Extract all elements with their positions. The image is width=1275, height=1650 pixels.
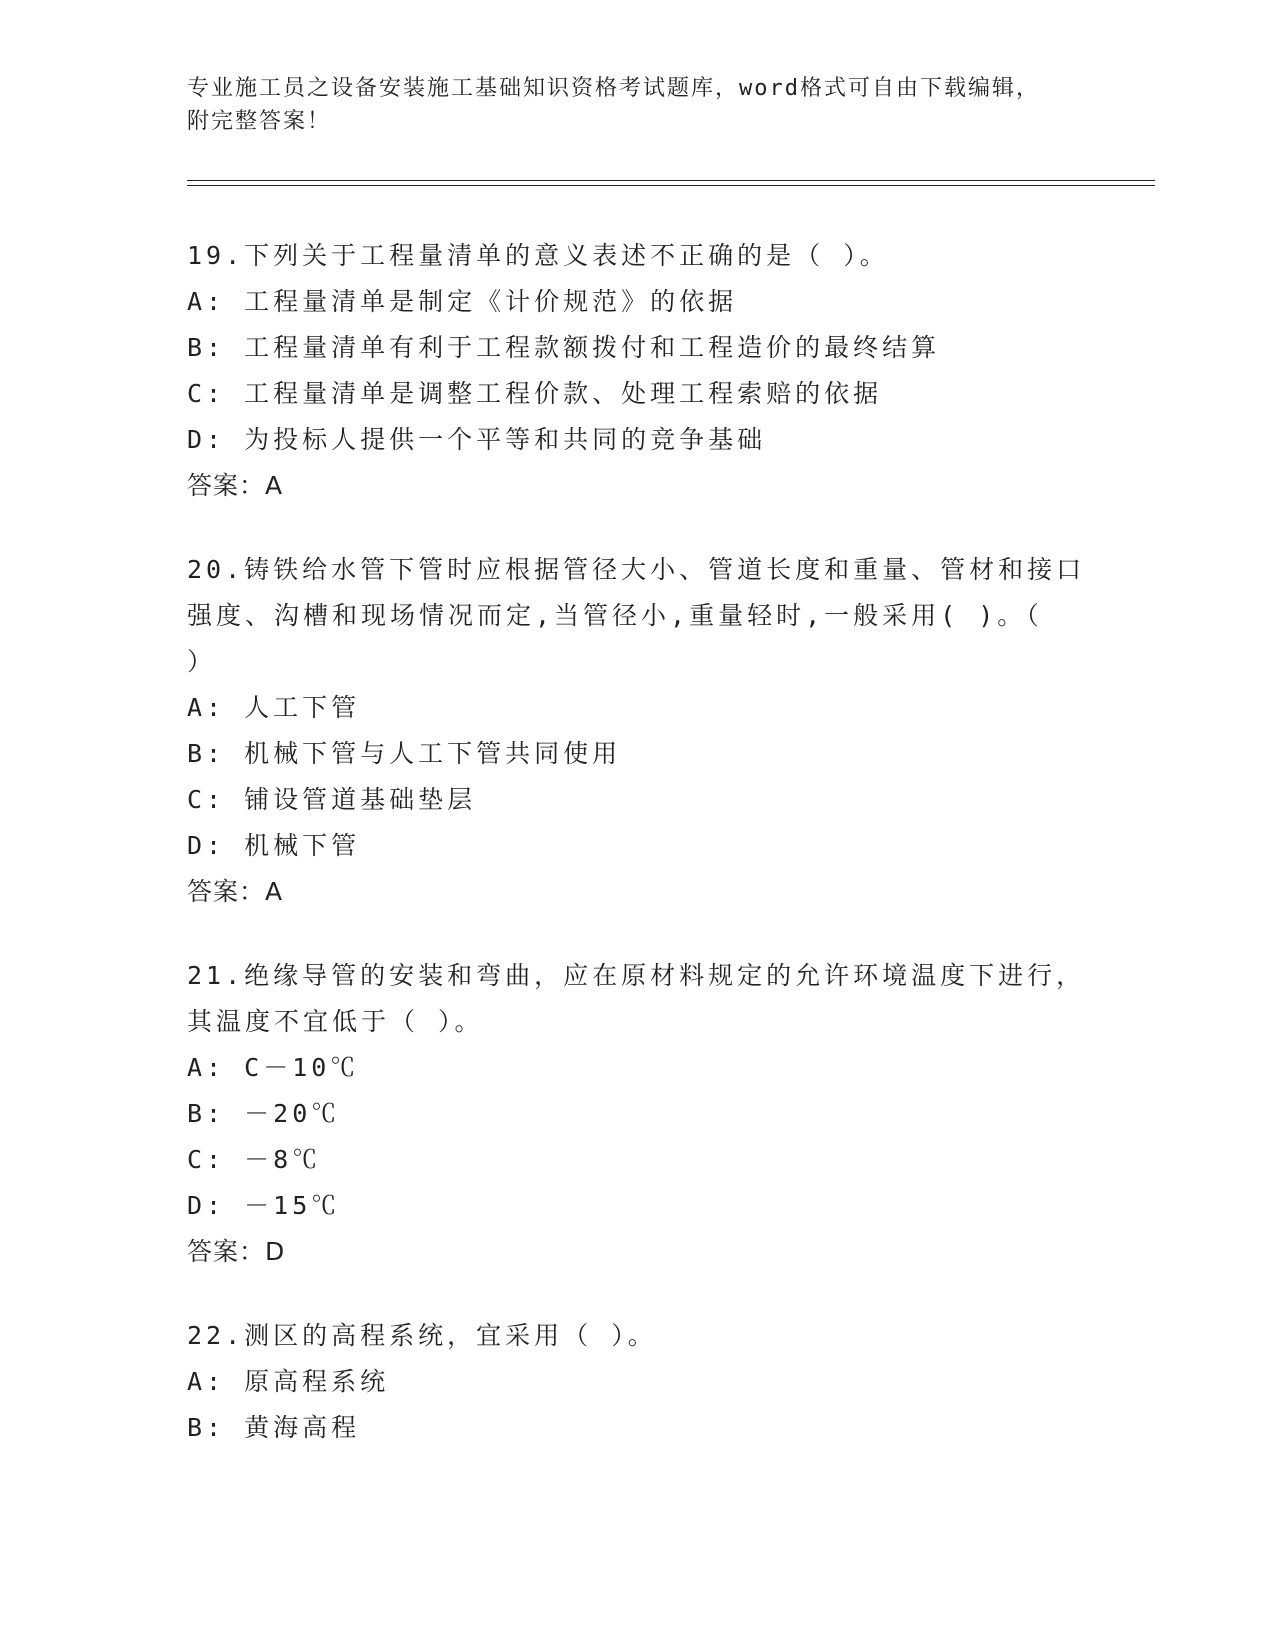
option-b: B: 机械下管与人工下管共同使用 [187,739,622,768]
question-stem: 22.测区的高程系统，宜采用（ ）。 [187,1321,657,1350]
question-stem-line-2: 其温度不宜低于（ ）。 [187,1007,484,1036]
answer-line: 答案：A [187,471,284,500]
option-a: A: C－10℃ [187,1053,360,1082]
question-20 [187,547,1087,915]
option-b: B: －20℃ [187,1099,341,1128]
option-d: D: －15℃ [187,1191,341,1220]
answer-line: 答案：A [187,877,284,906]
option-b: B: 工程量清单有利于工程款额拨付和工程造价的最终结算 [187,333,941,362]
option-c: C: 工程量清单是调整工程价款、处理工程索赔的依据 [187,379,883,408]
question-19 [187,233,1087,509]
question-stem-line-1: 20.铸铁给水管下管时应根据管径大小、管道长度和重量、管材和接口 [187,555,1086,584]
option-a: A: 原高程系统 [187,1367,390,1396]
header-line-1: 专业施工员之设备安装施工基础知识资格考试题库，word格式可自由下载编辑， [187,76,1040,101]
header-rule-bottom [187,185,1155,186]
question-22 [187,1313,1087,1451]
question-stem: 19.下列关于工程量清单的意义表述不正确的是（ ）。 [187,241,889,270]
question-21 [187,953,1087,1275]
option-b: B: 黄海高程 [187,1413,361,1442]
option-c: C: 铺设管道基础垫层 [187,785,477,814]
header-line-2: 附完整答案！ [187,109,332,134]
question-stem-line-1: 21.绝缘导管的安装和弯曲，应在原材料规定的允许环境温度下进行， [187,961,1086,990]
question-stem-line-2: 强度、沟槽和现场情况而定,当管径小,重量轻时,一般采用( )。（ [187,601,1043,630]
option-a: A: 人工下管 [187,693,361,722]
document-header [187,72,1067,138]
option-d: D: 机械下管 [187,831,361,860]
header-rule-top [187,180,1155,181]
answer-line: 答案：D [187,1237,286,1266]
option-c: C: －8℃ [187,1145,322,1174]
option-d: D: 为投标人提供一个平等和共同的竞争基础 [187,425,767,454]
question-list [187,233,1087,1489]
question-stem-line-3: ） [187,647,217,676]
option-a: A: 工程量清单是制定《计价规范》的依据 [187,287,738,316]
